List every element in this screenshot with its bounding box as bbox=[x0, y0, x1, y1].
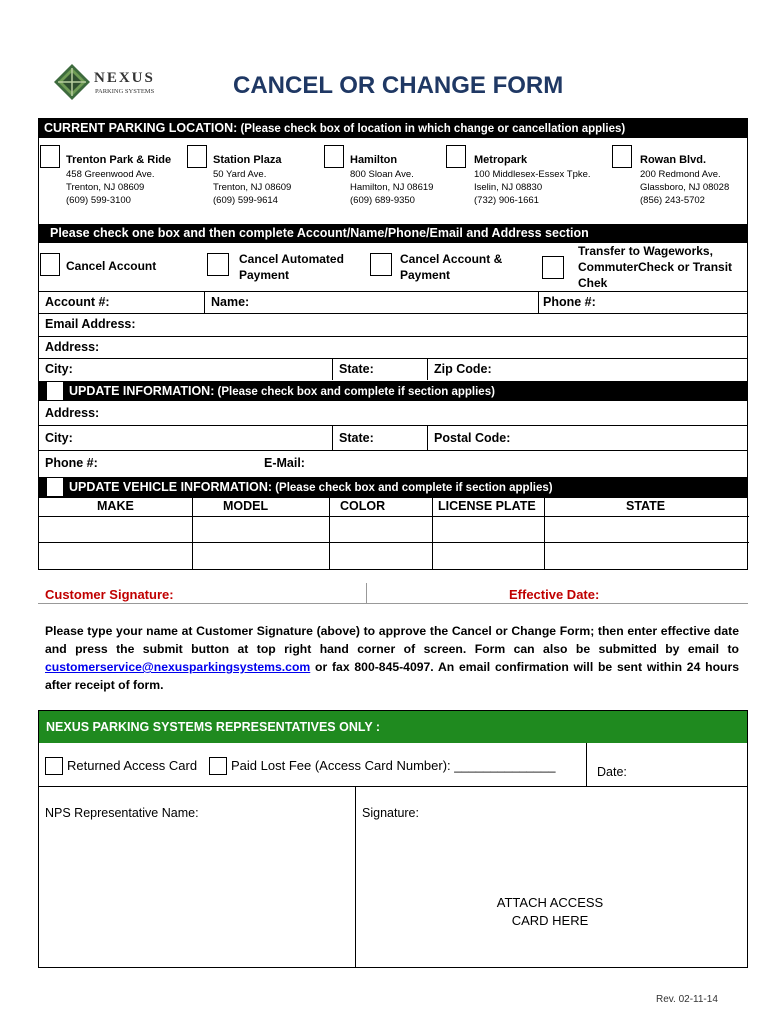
customer-signature-input[interactable] bbox=[185, 583, 365, 603]
location-phone: (609) 689-9350 bbox=[350, 195, 415, 206]
location-name: Metropark bbox=[474, 154, 528, 166]
state-input[interactable] bbox=[380, 359, 425, 379]
checkbox-transfer[interactable] bbox=[542, 256, 564, 279]
vehicle-header-note: (Please check box and complete if section applies) bbox=[272, 482, 553, 494]
update-postal-code-label: Postal Code: bbox=[434, 431, 511, 445]
update-address-label: Address: bbox=[45, 406, 100, 420]
location-phone: (732) 906-1661 bbox=[474, 195, 539, 206]
location-street: 50 Yard Ave. bbox=[213, 169, 267, 180]
divider bbox=[332, 425, 333, 450]
location-city: Iselin, NJ 08830 bbox=[474, 182, 543, 193]
phone-input[interactable] bbox=[602, 292, 746, 312]
account-section-header: Please check one box and then complete Account/Name/Phone/Email and Address section bbox=[38, 224, 748, 243]
option-cancel-account-payment-line1: Cancel Account & bbox=[400, 252, 503, 266]
checkbox-location-station-plaza[interactable] bbox=[187, 145, 207, 168]
update-state-input[interactable] bbox=[380, 426, 425, 449]
checkbox-location-rowan[interactable] bbox=[612, 145, 632, 168]
rep-signature-label: Signature: bbox=[362, 806, 419, 820]
rep-date-input[interactable] bbox=[635, 745, 745, 785]
location-header-note: (Please check box of location in which change or cancellation applies) bbox=[237, 123, 626, 135]
paid-lost-fee-label: Paid Lost Fee (Access Card Number): ______________ bbox=[231, 758, 556, 773]
location-name: Station Plaza bbox=[213, 154, 282, 166]
vehicle-header-title: UPDATE VEHICLE INFORMATION: bbox=[69, 480, 273, 494]
divider bbox=[355, 786, 356, 968]
location-city: Glassboro, NJ 08028 bbox=[640, 182, 730, 193]
update-address-input[interactable] bbox=[104, 402, 746, 424]
option-transfer-line1: Transfer to Wageworks, bbox=[578, 244, 713, 258]
vehicle-header bbox=[38, 477, 748, 497]
checkbox-location-hamilton[interactable] bbox=[324, 145, 344, 168]
checkbox-location-trenton[interactable] bbox=[40, 145, 60, 168]
update-phone-label: Phone #: bbox=[45, 456, 98, 470]
divider bbox=[427, 358, 428, 380]
location-name: Rowan Blvd. bbox=[640, 154, 707, 166]
update-email-label: E-Mail: bbox=[264, 456, 305, 470]
email-address-label: Email Address: bbox=[45, 317, 136, 331]
location-phone: (609) 599-9614 bbox=[213, 195, 278, 206]
instructions-text-end: or fax 800-845-4097. An email confirmation will be sent within 24 hours after receipt of form. bbox=[45, 660, 739, 692]
vehicle-table bbox=[38, 497, 748, 570]
nps-representative-name-input[interactable] bbox=[45, 825, 350, 965]
location-phone: (609) 599-3100 bbox=[66, 195, 131, 206]
address-label: Address: bbox=[45, 340, 100, 354]
update-info-note: (Please check box and complete if section applies) bbox=[214, 386, 495, 398]
option-transfer-line3: Chek bbox=[578, 276, 608, 290]
update-city-input[interactable] bbox=[80, 426, 330, 449]
divider bbox=[366, 583, 367, 603]
update-state-label: State: bbox=[339, 431, 374, 445]
name-label: Name: bbox=[211, 295, 250, 309]
option-cancel-automated-line2: Payment bbox=[239, 268, 290, 282]
name-input[interactable] bbox=[255, 292, 535, 312]
location-name: Trenton Park & Ride bbox=[66, 154, 172, 166]
divider bbox=[38, 786, 748, 787]
option-cancel-account: Cancel Account bbox=[66, 259, 157, 273]
option-transfer-line2: CommuterCheck or Transit bbox=[578, 260, 733, 274]
checkbox-paid-lost-fee[interactable] bbox=[209, 757, 227, 775]
rep-section-header: NEXUS PARKING SYSTEMS REPRESENTATIVES ONLY : bbox=[39, 711, 747, 743]
nexus-logo-icon bbox=[52, 62, 92, 102]
vehicle-row-2[interactable] bbox=[39, 543, 747, 569]
divider bbox=[332, 358, 333, 380]
checkbox-update-vehicle[interactable] bbox=[46, 477, 64, 497]
location-city: Trenton, NJ 08609 bbox=[66, 182, 145, 193]
update-info-title: UPDATE INFORMATION: bbox=[69, 384, 215, 398]
divider bbox=[538, 291, 539, 313]
checkbox-cancel-account-and-payment[interactable] bbox=[370, 253, 392, 276]
city-label: City: bbox=[45, 362, 73, 376]
attach-card-line2: CARD HERE bbox=[511, 913, 589, 928]
checkbox-update-information[interactable] bbox=[46, 381, 64, 401]
zip-code-input[interactable] bbox=[500, 359, 746, 379]
vehicle-col-color: COLOR bbox=[340, 499, 386, 513]
location-street: 200 Redmond Ave. bbox=[640, 169, 721, 180]
checkbox-returned-access-card[interactable] bbox=[45, 757, 63, 775]
revision-label: Rev. 02-11-14 bbox=[656, 994, 718, 1005]
vehicle-col-make: MAKE bbox=[97, 499, 134, 513]
vehicle-row-1[interactable] bbox=[39, 517, 747, 542]
zip-code-label: Zip Code: bbox=[434, 362, 492, 376]
location-city: Hamilton, NJ 08619 bbox=[350, 182, 434, 193]
option-cancel-automated-line1: Cancel Automated bbox=[239, 252, 344, 266]
update-postal-code-input[interactable] bbox=[515, 426, 746, 449]
instructions-text: Please type your name at Customer Signature (above) to approve the Cancel or Change Form; then enter effective date and press the submit button at top right hand corner of screen. Form can also be submitted by email to bbox=[45, 624, 739, 656]
account-number-input[interactable] bbox=[118, 292, 202, 312]
attach-card-line1: ATTACH ACCESS bbox=[496, 895, 604, 910]
location-street: 800 Sloan Ave. bbox=[350, 169, 414, 180]
location-name: Hamilton bbox=[350, 154, 398, 166]
city-input[interactable] bbox=[80, 359, 330, 379]
support-email-link[interactable]: customerservice@nexusparkingsystems.com bbox=[45, 660, 311, 674]
update-phone-input[interactable] bbox=[100, 451, 258, 475]
logo-subtitle: PARKING SYSTEMS bbox=[95, 88, 155, 95]
signature-line bbox=[38, 603, 748, 604]
attach-card-area bbox=[440, 894, 660, 930]
form-title: CANCEL OR CHANGE FORM bbox=[233, 72, 564, 99]
state-label: State: bbox=[339, 362, 374, 376]
location-street: 458 Greenwood Ave. bbox=[66, 169, 155, 180]
logo bbox=[52, 62, 172, 102]
nps-representative-name-label: NPS Representative Name: bbox=[45, 806, 199, 820]
divider bbox=[586, 743, 587, 786]
divider bbox=[427, 425, 428, 450]
update-email-input[interactable] bbox=[308, 451, 746, 475]
vehicle-col-license-plate: LICENSE PLATE bbox=[438, 499, 536, 513]
checkbox-cancel-automated-payment[interactable] bbox=[207, 253, 229, 276]
date-label: Date: bbox=[597, 765, 627, 779]
effective-date-label: Effective Date: bbox=[509, 587, 600, 602]
address-input[interactable] bbox=[104, 337, 746, 358]
location-city: Trenton, NJ 08609 bbox=[213, 182, 292, 193]
update-city-label: City: bbox=[45, 431, 73, 445]
logo-name: NEXUS bbox=[94, 70, 155, 86]
account-number-label: Account #: bbox=[45, 295, 110, 309]
rep-signature-input[interactable] bbox=[430, 790, 745, 830]
location-street: 100 Middlesex-Essex Tpke. bbox=[474, 169, 591, 180]
checkbox-location-metropark[interactable] bbox=[446, 145, 466, 168]
location-header-title: CURRENT PARKING LOCATION: bbox=[44, 121, 238, 135]
phone-label: Phone #: bbox=[543, 295, 596, 309]
instructions bbox=[45, 622, 739, 694]
vehicle-col-state: STATE bbox=[626, 499, 666, 513]
divider bbox=[204, 291, 205, 313]
returned-access-card-label: Returned Access Card bbox=[67, 758, 198, 773]
location-phone: (856) 243-5702 bbox=[640, 195, 705, 206]
update-info-header bbox=[38, 381, 748, 401]
effective-date-input[interactable] bbox=[605, 583, 746, 603]
location-header bbox=[38, 119, 748, 138]
vehicle-col-model: MODEL bbox=[223, 499, 269, 513]
customer-signature-label: Customer Signature: bbox=[45, 587, 174, 602]
option-cancel-account-payment-line2: Payment bbox=[400, 268, 451, 282]
checkbox-cancel-account[interactable] bbox=[40, 253, 60, 276]
email-address-input[interactable] bbox=[140, 314, 746, 335]
